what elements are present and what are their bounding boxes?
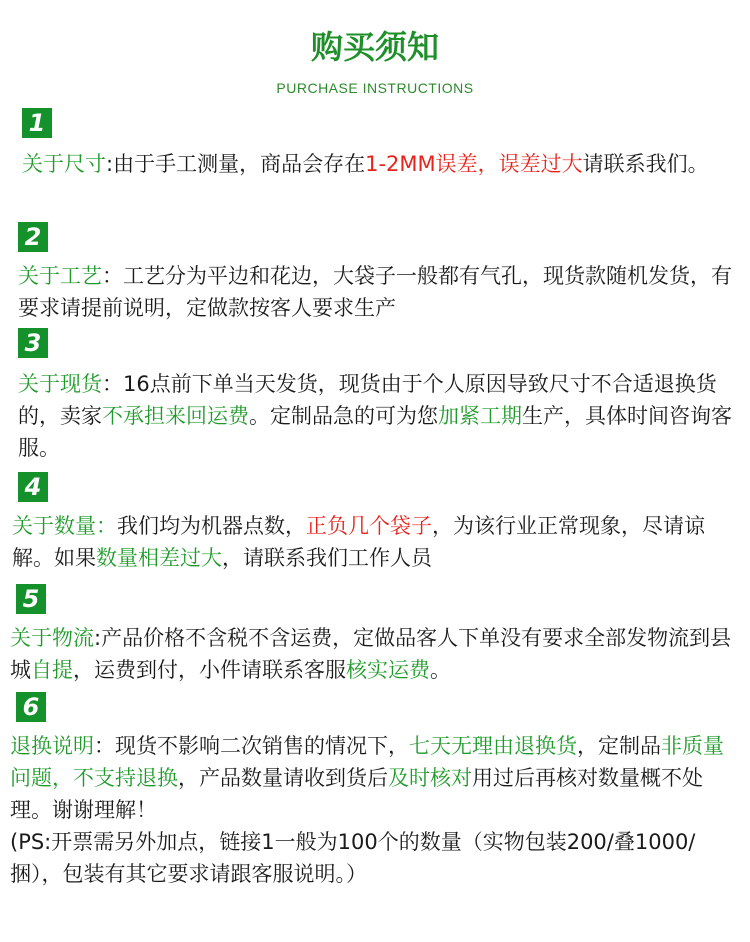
page-subtitle: PURCHASE INSTRUCTIONS bbox=[276, 80, 474, 96]
section-text: :产品价格不含税不含运费，定做品客人下单没有要求全部发物流到县城 bbox=[10, 626, 732, 682]
section-text: 请联系我们。 bbox=[582, 152, 709, 176]
section-text: ，产品数量请收到货后 bbox=[178, 766, 388, 790]
section-text: ，请联系我们工作人员 bbox=[222, 546, 432, 570]
highlight-text: 非质量问题，不支持退换 bbox=[10, 734, 724, 790]
highlight-text: 自提 bbox=[31, 658, 73, 682]
section-text: :由于手工测量，商品会存在 bbox=[106, 152, 366, 176]
section-label: 关于尺寸 bbox=[22, 152, 106, 176]
page-title: 购买须知 bbox=[310, 28, 439, 66]
section-quantity-text bbox=[12, 510, 740, 574]
section-number-badge: 3 bbox=[18, 328, 48, 358]
section-text: 生产，具体时间咨询客服。 bbox=[18, 404, 732, 460]
section-number-badge: 5 bbox=[16, 584, 46, 614]
section-text: ：16点前下单当天发货，现货由于个人原因导致尺寸不合适退换货的，卖家 bbox=[18, 372, 717, 428]
section-craft-text bbox=[18, 260, 740, 324]
section-text: ，定制品 bbox=[577, 734, 661, 758]
highlight-text: 数量相差过大 bbox=[96, 546, 222, 570]
highlight-text: 加紧工期 bbox=[438, 404, 522, 428]
section-returns-text bbox=[10, 730, 740, 890]
section-text: 我们均为机器点数， bbox=[117, 514, 306, 538]
highlight-text: 七天无理由退换货 bbox=[409, 734, 577, 758]
section-number-badge: 1 bbox=[22, 108, 52, 138]
section-number-badge: 2 bbox=[18, 222, 48, 252]
highlight-text: 不承担来回运费 bbox=[102, 404, 249, 428]
section-label: 关于工艺 bbox=[18, 264, 102, 288]
section-size-text bbox=[22, 148, 740, 180]
section-text: 用过后再核对数量概不处理。谢谢理解！ bbox=[10, 766, 703, 822]
section-label: 关于现货 bbox=[18, 372, 102, 396]
section-text: ：现货不影响二次销售的情况下， bbox=[94, 734, 409, 758]
section-text: 。 bbox=[430, 658, 451, 682]
section-stock-text bbox=[18, 368, 740, 464]
section-text: ，为该行业正常现象，尽请谅解。如果 bbox=[12, 514, 705, 570]
section-label: 关于物流 bbox=[10, 626, 94, 650]
section-text: ：工艺分为平边和花边，大袋子一般都有气孔，现货款随机发货，有要求请提前说明，定做款按客人要求生产 bbox=[18, 264, 732, 320]
highlight-text: 正负几个袋子 bbox=[306, 514, 432, 538]
section-label: 关于数量： bbox=[12, 514, 117, 538]
highlight-text: 核实运费 bbox=[346, 658, 430, 682]
highlight-text: 及时核对 bbox=[388, 766, 472, 790]
section-text: ，运费到付，小件请联系客服 bbox=[73, 658, 346, 682]
section-number-badge: 4 bbox=[18, 472, 48, 502]
invoice-note: (PS:开票需另外加点，链接1一般为100个的数量（实物包装200/叠1000/捆），包装有其它要求请跟客服说明。） bbox=[10, 830, 696, 886]
section-logistics-text bbox=[10, 622, 740, 686]
highlight-text: 1-2MM误差，误差过大 bbox=[365, 152, 583, 176]
section-label: 退换说明 bbox=[10, 734, 94, 758]
section-text: 。定制品急的可为您 bbox=[249, 404, 438, 428]
section-number-badge: 6 bbox=[16, 692, 46, 722]
